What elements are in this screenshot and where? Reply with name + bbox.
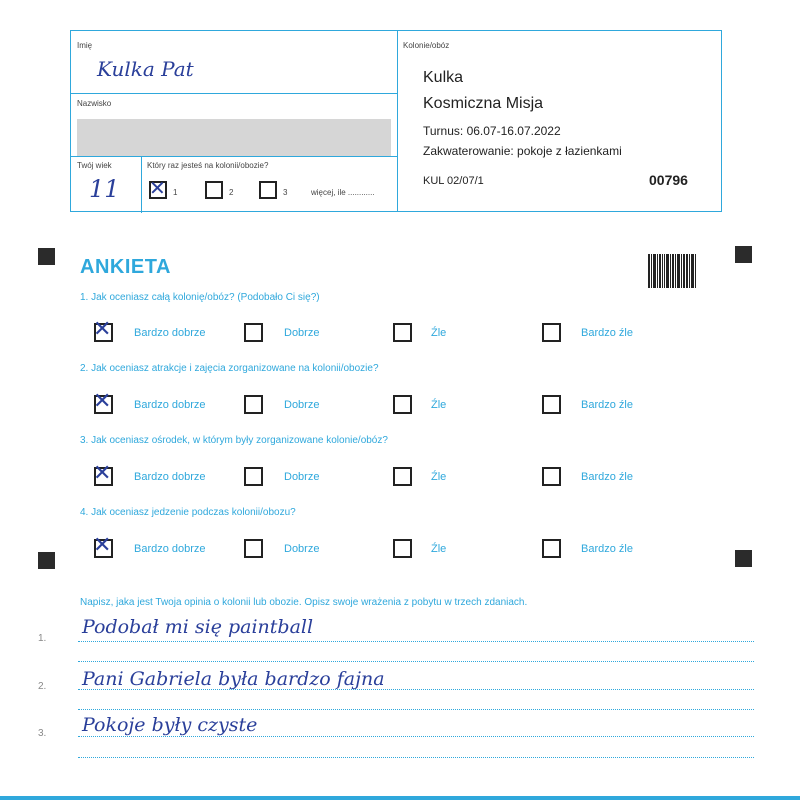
q3-option-zle-checkbox[interactable] — [393, 467, 412, 486]
times-option-1: 1 — [173, 188, 178, 197]
q1-option-bardzo-zle-checkbox[interactable] — [542, 323, 561, 342]
kolonia-label: Kolonie/obóz — [403, 41, 450, 50]
q2-option-dobrze-checkbox[interactable] — [244, 395, 263, 414]
q4-option-zle-checkbox[interactable] — [393, 539, 412, 558]
times-option-3: 3 — [283, 188, 288, 197]
times-checkbox-1[interactable] — [149, 176, 167, 200]
registration-mark-bottom-right — [735, 550, 752, 567]
q2-option-bardzo-zle-checkbox[interactable] — [542, 395, 561, 414]
camp-line-1: Kulka — [423, 69, 464, 86]
header-divider — [397, 31, 398, 211]
q4-option-dobrze-label: Dobrze — [284, 543, 320, 555]
q4-option-dobrze-checkbox[interactable] — [244, 539, 263, 558]
q3-option-zle-label: Źle — [431, 471, 447, 483]
opinion-answer-3[interactable]: Pokoje były czyste — [82, 714, 258, 736]
opinion-answer-1[interactable]: Podobał mi się paintball — [82, 616, 314, 638]
times-more: więcej, ile ............ — [311, 188, 375, 197]
imie-value[interactable]: Kulka Pat — [97, 57, 194, 81]
q3-option-bardzo-dobrze-label: Bardzo dobrze — [134, 471, 206, 483]
q4-option-bardzo-dobrze-label: Bardzo dobrze — [134, 543, 206, 555]
question-2: 2. Jak oceniasz atrakcje i zajęcia zorganizowane na kolonii/obozie? — [80, 363, 379, 374]
q4-option-bardzo-zle-label: Bardzo źle — [581, 543, 633, 555]
opinion-answer-2[interactable]: Pani Gabriela była bardzo fajna — [82, 668, 385, 690]
nazwisko-label: Nazwisko — [77, 99, 112, 108]
nazwisko-separator — [71, 156, 397, 157]
q1-option-zle-checkbox[interactable] — [393, 323, 412, 342]
q2-option-dobrze-label: Dobrze — [284, 399, 320, 411]
opinion-dotted-line-2 — [78, 689, 754, 690]
opinion-dotted-line-3b — [78, 757, 754, 758]
wiek-label: Twój wiek — [77, 161, 112, 170]
registration-mark-top-left — [38, 248, 55, 265]
times-checkbox-3[interactable] — [259, 181, 277, 199]
imie-separator — [71, 93, 397, 94]
q1-option-bardzo-dobrze-label: Bardzo dobrze — [134, 327, 206, 339]
times-checkbox-2[interactable] — [205, 181, 223, 199]
q4-option-bardzo-zle-checkbox[interactable] — [542, 539, 561, 558]
q3-option-dobrze-label: Dobrze — [284, 471, 320, 483]
q1-option-dobrze-label: Dobrze — [284, 327, 320, 339]
q2-option-zle-checkbox[interactable] — [393, 395, 412, 414]
footer-accent-line — [0, 796, 800, 800]
q3-option-bardzo-zle-label: Bardzo źle — [581, 471, 633, 483]
times-option-2: 2 — [229, 188, 234, 197]
question-3: 3. Jak oceniasz ośrodek, w którym były zorganizowane kolonie/obóz? — [80, 435, 388, 446]
survey-title: ANKIETA — [80, 256, 171, 278]
q2-option-bardzo-dobrze-label: Bardzo dobrze — [134, 399, 206, 411]
q3-option-dobrze-checkbox[interactable] — [244, 467, 263, 486]
header-form — [70, 30, 722, 212]
check-mark: ✕ — [93, 533, 112, 558]
opinion-dotted-line-1 — [78, 641, 754, 642]
q1-option-zle-label: Źle — [431, 327, 447, 339]
turnus: Turnus: 06.07-16.07.2022 — [423, 124, 561, 138]
registration-mark-top-right — [735, 246, 752, 263]
q2-option-bardzo-zle-label: Bardzo źle — [581, 399, 633, 411]
times-label: Który raz jesteś na kolonii/obozie? — [147, 161, 269, 170]
check-mark: ✕ — [93, 317, 112, 342]
q2-option-bardzo-dobrze-checkbox[interactable] — [93, 389, 113, 414]
q3-option-bardzo-zle-checkbox[interactable] — [542, 467, 561, 486]
check-mark: ✕ — [93, 389, 112, 414]
check-mark: ✕ — [93, 461, 112, 486]
registration-mark-bottom-left — [38, 552, 55, 569]
wiek-value[interactable]: 11 — [89, 175, 120, 203]
opinion-line-number-2: 2. — [38, 681, 47, 692]
imie-label: Imię — [77, 41, 93, 50]
nazwisko-redacted — [77, 119, 391, 156]
form-number: 00796 — [649, 172, 688, 188]
q2-option-zle-label: Źle — [431, 399, 447, 411]
camp-line-2: Kosmiczna Misja — [423, 95, 544, 112]
question-4: 4. Jak oceniasz jedzenie podczas kolonii/obozu? — [80, 507, 296, 518]
q4-option-bardzo-dobrze-checkbox[interactable] — [93, 533, 113, 558]
wiek-divider — [141, 156, 142, 213]
q1-option-bardzo-dobrze-checkbox[interactable] — [93, 317, 113, 342]
question-1: 1. Jak oceniasz całą kolonię/obóz? (Podobało Ci się?) — [80, 292, 320, 303]
q1-option-dobrze-checkbox[interactable] — [244, 323, 263, 342]
opinion-dotted-line-2b — [78, 709, 754, 710]
opinion-dotted-line-3 — [78, 736, 754, 737]
opinion-line-number-1: 1. — [38, 633, 47, 644]
zakwaterowanie: Zakwaterowanie: pokoje z łazienkami — [423, 144, 622, 158]
barcode — [648, 254, 702, 288]
check-mark: ✕ — [149, 176, 166, 200]
opinion-line-number-3: 3. — [38, 728, 47, 739]
q3-option-bardzo-dobrze-checkbox[interactable] — [93, 461, 113, 486]
opinion-prompt: Napisz, jaka jest Twoja opinia o kolonii lub obozie. Opisz swoje wrażenia z pobytu w trzech zdaniach. — [80, 597, 528, 608]
camp-code: KUL 02/07/1 — [423, 175, 484, 187]
q4-option-zle-label: Źle — [431, 543, 447, 555]
q1-option-bardzo-zle-label: Bardzo źle — [581, 327, 633, 339]
opinion-dotted-line-1b — [78, 661, 754, 662]
